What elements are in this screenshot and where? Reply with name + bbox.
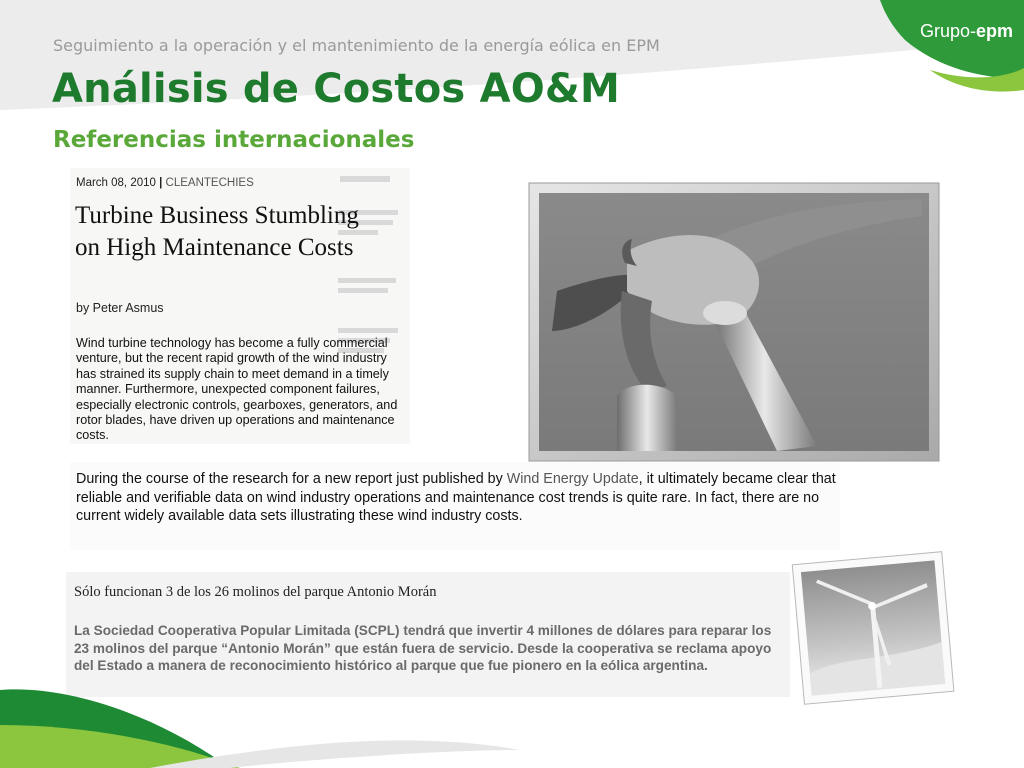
wind-turbine-photo-large [527, 181, 941, 463]
slide-title: Análisis de Costos AO&M [52, 66, 621, 112]
article-dateline: March 08, 2010 | CLEANTECHIES [76, 177, 254, 189]
clipping-paragraph: During the course of the research for a new report just published by Wind Energy Update, it ultimately became clear that reliable and verifiable data on wind industry operations and maintenance cost trends is quite rare. In fact, there are no current widely available data sets illustrating these wind industry costs. [76, 471, 836, 525]
clipping-body: La Sociedad Cooperativa Popular Limitada (SCPL) tendrá que invertir 4 millones de dólares para reparar los 23 molinos del parque “Antonio Morán” que están fuera de servicio. Desde la cooperativa se reclama apoyo del Estado a manera de reconocimiento histórico al parque que fue pionero en la eólica argentina. [74, 623, 772, 674]
presentation-subtitle: Seguimiento a la operación y el mantenimiento de la energía eólica en EPM [53, 36, 660, 55]
bottom-background-curve [0, 670, 1024, 768]
article-paragraph: Wind turbine technology has become a fully commercial venture, but the recent rapid growth of the wind industry has strained its supply chain to meet demand in a timely manner. Furthermore, unexpected component failures, especially electronic controls, gearboxes, generators, and rotor blades, have driven up operations and maintenance costs. [76, 336, 398, 443]
news-clipping-cleantechies [70, 168, 410, 444]
clipping-headline: Sólo funcionan 3 de los 26 molinos del parque Antonio Morán [74, 584, 437, 600]
grupo-epm-logo: Grupo-epm [920, 21, 1014, 41]
section-title: Referencias internacionales [53, 127, 415, 153]
news-clipping-wind-energy-update [70, 462, 840, 550]
article-source: CLEANTECHIES [165, 177, 254, 189]
wind-energy-update-link: Wind Energy Update [506, 471, 639, 487]
article-headline: Turbine Business Stumbling on High Maintenance Costs [75, 202, 359, 261]
article-byline: by Peter Asmus [76, 301, 164, 315]
